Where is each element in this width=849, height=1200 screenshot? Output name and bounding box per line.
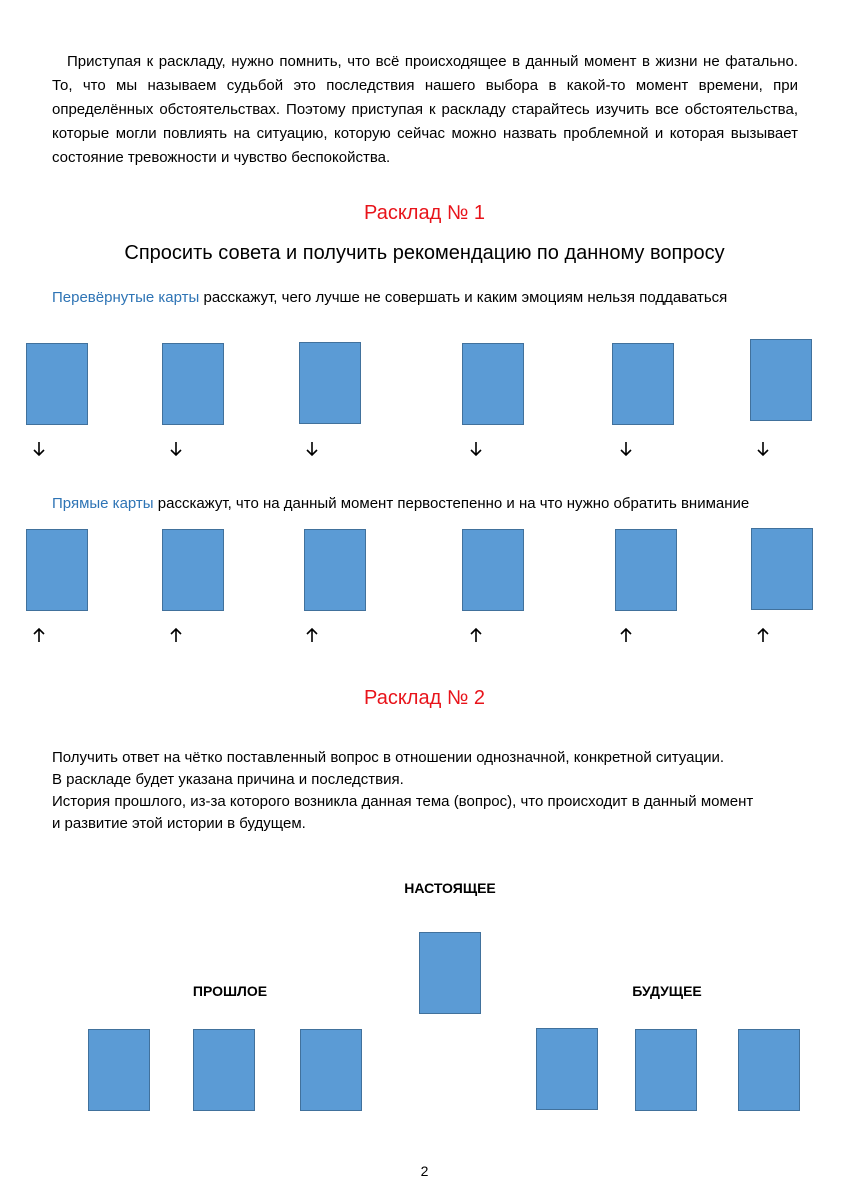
spread2-line: Получить ответ на чётко поставленный вопрос в отношении однозначной, конкретной ситуации. bbox=[52, 749, 724, 766]
reversed-card-4 bbox=[462, 343, 524, 425]
arrow-down-icon bbox=[619, 441, 633, 457]
arrow-down-icon bbox=[469, 441, 483, 457]
past-card-2 bbox=[193, 1029, 255, 1111]
upright-card-6 bbox=[751, 528, 813, 610]
reversed-card-2 bbox=[162, 343, 224, 425]
reversed-card-3 bbox=[299, 342, 361, 424]
upright-caption bbox=[52, 495, 749, 512]
upright-card-4 bbox=[462, 529, 524, 611]
spread1-title: Расклад № 1 bbox=[364, 202, 485, 224]
arrow-up-icon bbox=[756, 627, 770, 643]
arrow-down-icon bbox=[32, 441, 46, 457]
spread2-line: В раскладе будет указана причина и последствия. bbox=[52, 771, 404, 788]
arrow-up-icon bbox=[305, 627, 319, 643]
future-label: БУДУЩЕЕ bbox=[632, 983, 702, 999]
spread2-title: Расклад № 2 bbox=[364, 687, 485, 709]
arrow-up-icon bbox=[169, 627, 183, 643]
present-label: НАСТОЯЩЕЕ bbox=[404, 880, 496, 896]
reversed-card-1 bbox=[26, 343, 88, 425]
past-card-3 bbox=[300, 1029, 362, 1111]
past-card-1 bbox=[88, 1029, 150, 1111]
arrow-up-icon bbox=[469, 627, 483, 643]
upright-card-3 bbox=[304, 529, 366, 611]
upright-label: Прямые карты bbox=[52, 495, 154, 512]
spread2-line: и развитие этой истории в будущем. bbox=[52, 815, 306, 832]
spread2-description bbox=[52, 747, 753, 835]
arrow-down-icon bbox=[305, 441, 319, 457]
spread2-line: История прошлого, из-за которого возникла данная тема (вопрос), что происходит в данный момент bbox=[52, 793, 754, 810]
future-card-1 bbox=[536, 1028, 598, 1110]
future-card-3 bbox=[738, 1029, 800, 1111]
arrow-down-icon bbox=[169, 441, 183, 457]
reversed-label: Перевёрнутые карты bbox=[52, 289, 200, 306]
upright-card-5 bbox=[615, 529, 677, 611]
reversed-card-6 bbox=[750, 339, 812, 421]
arrow-up-icon bbox=[32, 627, 46, 643]
past-label: ПРОШЛОЕ bbox=[192, 983, 268, 999]
arrow-up-icon bbox=[619, 627, 633, 643]
reversed-caption bbox=[52, 289, 727, 306]
future-card-2 bbox=[635, 1029, 697, 1111]
upright-card-1 bbox=[26, 529, 88, 611]
intro-paragraph: Приступая к раскладу, нужно помнить, что всё происходящее в данный момент в жизни не фатально. То, что мы называем судьбой это последствия нашего выбора в какой-то момент времени, при определённых обстоятельствах. Поэтому приступая к раскладу старайтесь изучить все обстоятельства, которые могли повлиять на ситуацию, которую сейчас можно назвать проблемной и которая вызывает состояние тревожности и чувство беспокойства. bbox=[52, 53, 798, 166]
arrow-down-icon bbox=[756, 441, 770, 457]
reversed-text: расскажут, чего лучше не совершать и каким эмоциям нельзя поддаваться bbox=[199, 289, 728, 306]
page-number: 2 bbox=[420, 1163, 429, 1179]
present-card bbox=[419, 932, 481, 1014]
spread1-subtitle: Спросить совета и получить рекомендацию по данному вопросу bbox=[124, 242, 725, 264]
upright-text: расскажут, что на данный момент первостепенно и на что нужно обратить внимание bbox=[153, 495, 750, 512]
reversed-card-5 bbox=[612, 343, 674, 425]
upright-card-2 bbox=[162, 529, 224, 611]
